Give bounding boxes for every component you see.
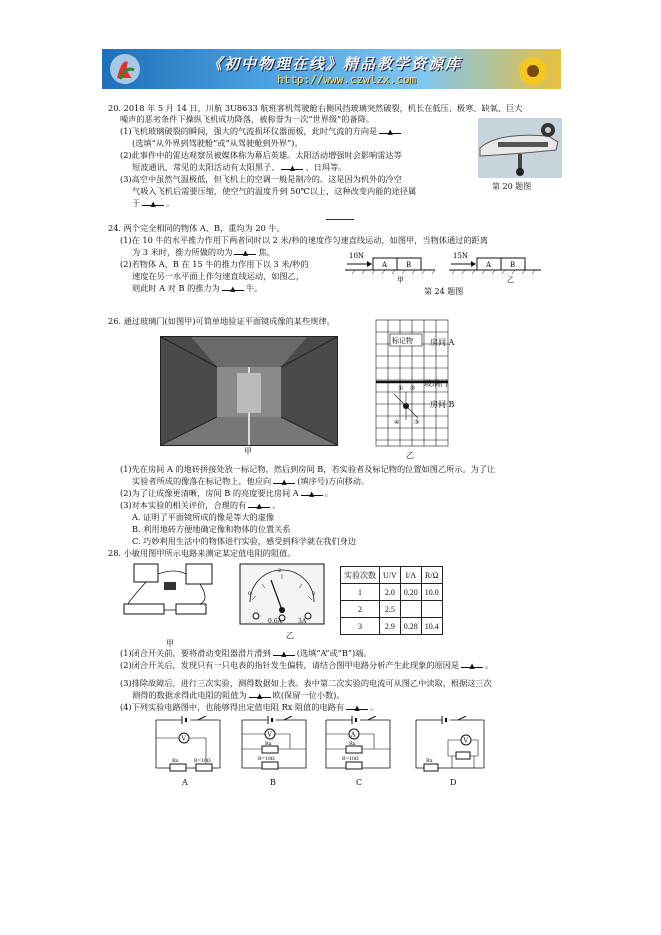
answer-blank[interactable]: ▲: [248, 500, 270, 508]
block-a-label: A: [486, 261, 492, 269]
q26-p3: (2)为了让成像更清晰，房间 B 的亮度要比房间 A ▲ 。: [120, 488, 333, 498]
q24-line3: 为 3 米时，推力所做的功为 ▲ 焦。: [132, 247, 275, 257]
data-table: [340, 566, 443, 635]
circuit-option-d: [412, 716, 488, 776]
option-b-label: B: [270, 778, 276, 787]
q24-line4: (2)若物体 A、B 在 15 牛的推力作用下以 3 米/秒的: [120, 259, 309, 269]
block-a-label: A: [382, 261, 388, 269]
room-a-label: 房间 A: [430, 338, 455, 347]
meter-range-3: 3A: [298, 618, 307, 625]
table-cell: [400, 601, 421, 618]
table-cell: 0.28: [400, 618, 421, 635]
table-cell: 1: [341, 584, 380, 601]
option-a-label: A: [182, 778, 188, 787]
voltmeter-device: [134, 564, 158, 582]
table-cell: 10.4: [421, 618, 442, 635]
q20-line7: (3)高空中虽然气温极低，但飞机上的空调一般是制冷的。这是因为机外的冷空: [120, 174, 402, 184]
ammeter-device: [186, 564, 212, 584]
glass-door-photo: [160, 336, 338, 446]
block-b-label: B: [510, 261, 516, 269]
rx-label: Rx: [172, 758, 179, 764]
answer-blank[interactable]: ▲: [222, 283, 244, 291]
rx-label: Rx: [349, 741, 356, 747]
answer-blank[interactable]: ▲: [301, 488, 323, 496]
answer-blank[interactable]: ▲: [142, 198, 164, 206]
q26-p2: 实验者所成的像落在标记物上，他应向 ▲ (填序号)方向移动。: [132, 476, 370, 486]
q28-p4: 测得的数据求得此电阻的阻值为 ▲ 欧(保留一位小数)。: [132, 690, 345, 700]
q20-line3: (1)飞机玻璃破裂的瞬间，强大的气流损坏仪器面板，此时气流的方向是 ▲: [120, 126, 403, 137]
table-header: U/V: [380, 567, 401, 584]
force-label-15n: 15N: [453, 252, 469, 260]
table-header: R/Ω: [421, 567, 442, 584]
table-cell: 3: [341, 618, 380, 635]
q20-line2: 噪声的恶劣条件下操纵飞机成功降落，被称誉为一次“世界级”的备降。: [120, 114, 374, 124]
direction-label-2: ②: [410, 385, 416, 392]
glass-door-label: 玻璃门: [424, 379, 448, 388]
q26-option-b: B. 利用地砖方便地确定像和物体的位置关系: [132, 524, 291, 534]
q24-line1: 24. 两个完全相同的物体 A、B，重均为 20 牛。: [108, 223, 285, 233]
svg-text:3: 3: [312, 591, 316, 597]
table-cell: 2.0: [380, 584, 401, 601]
answer-blank[interactable]: ▲: [273, 476, 295, 484]
marker-label: 标记物: [392, 337, 413, 345]
table-row: [341, 601, 443, 618]
svg-text:2: 2: [278, 568, 282, 574]
table-cell: 2.9: [380, 618, 401, 635]
room-b-label: 房间 B: [430, 400, 455, 409]
q26-option-c: C. 巧妙利用生活中的物体进行实验，感受到科学就在我们身边: [132, 536, 357, 546]
r0-label: R=10Ω: [258, 757, 275, 762]
answer-blank[interactable]: ▲: [346, 702, 368, 710]
header-banner: [102, 49, 561, 89]
q26-line1: 26. 通过玻璃门(如图甲)可简单地验证平面镜成像的某些规律。: [108, 316, 335, 326]
q26-p4: (3)对本实验的相关评价，合理的有 ▲ 。: [120, 500, 281, 510]
direction-label-1: ①: [398, 385, 404, 392]
table-header-row: [341, 567, 443, 584]
q24-line6: 则此时 A 对 B 的推力为 ▲ 牛。: [132, 283, 263, 293]
q24-line2: (1)在 10 牛的水平推力作用下两者同时以 2 米/秒的速度作匀速直线运动，如图甲，当物体通过的距离: [120, 235, 488, 245]
answer-blank[interactable]: ▲: [379, 126, 401, 134]
voltmeter-label: V: [463, 737, 468, 745]
block-b-label: B: [406, 261, 412, 269]
q28-p2: (2)闭合开关后，发现只有一只电表的指针发生偏转，请结合图甲电路分析产生此现象的原因是 ▲ 。: [120, 660, 494, 670]
table-cell: 2: [341, 601, 380, 618]
q28-line1: 28. 小敏用图甲所示电路来测定某定值电阻的阻值。: [108, 548, 296, 558]
rx-label: Rx: [265, 741, 272, 747]
fig-yi-label: 乙: [286, 631, 294, 640]
table-row: [341, 618, 443, 635]
fig-jia-label: 甲: [244, 447, 252, 456]
table-cell: 0.20: [400, 584, 421, 601]
q28-p1: (1)闭合开关前，要将滑动变阻器滑片滑到 ▲ (选填“A”或“B”)端。: [120, 648, 372, 658]
table-row: [341, 584, 443, 601]
q20-figure-caption: 第 20 题图: [492, 182, 532, 191]
fig-jia-label: 甲: [397, 276, 404, 284]
option-c-label: C: [356, 778, 363, 787]
voltmeter-label: V: [181, 735, 186, 743]
table-header: I/A: [400, 567, 421, 584]
q28-p5: (4)下列实验电路图中，也能够得出定值电阻 Rx 阻值的电路有 ▲ 。: [120, 702, 379, 712]
table-cell: [421, 601, 442, 618]
q20-line4: (选填“从外界到驾驶舱”或“从驾驶舱到外界”)。: [132, 138, 303, 148]
logo-icon: [108, 52, 142, 86]
meter-range-06: 0.6A: [268, 618, 282, 625]
answer-blank[interactable]: ▲: [461, 660, 483, 668]
banner-title: 《初中物理在线》精品教学资源库: [207, 55, 463, 73]
voltmeter-label: V: [267, 731, 272, 739]
force-label-10n: 10N: [349, 252, 365, 260]
q26-option-a: A. 证明了平面镜所成的像是等大的虚像: [132, 512, 275, 522]
option-d-label: D: [450, 778, 457, 787]
table-header: 实验次数: [341, 567, 380, 584]
circuit-option-c: [322, 716, 394, 776]
ammeter-dial: [238, 562, 326, 626]
r0-label: R=10Ω: [194, 759, 211, 764]
table-cell: 10.0: [421, 584, 442, 601]
divider: [326, 219, 354, 220]
airplane-photo: [478, 118, 562, 178]
q20-line9: 于 ▲ 。: [132, 198, 175, 208]
answer-blank[interactable]: ▲: [249, 690, 271, 698]
circuit-photo-jia: [120, 560, 220, 636]
banner-url: http://www.czwlzx.com: [277, 73, 417, 86]
q20-line8: 气吸入飞机后需要压缩，使空气的温度升到 50℃以上，这种改变内能的途径属: [132, 186, 417, 196]
q24-figure-caption: 第 24 题图: [424, 287, 464, 296]
fig-yi-label: 乙: [507, 276, 514, 284]
q28-p3: (3)排除故障后，进行三次实验，测得数据如上表。表中第二次实验的电流可从图乙中读取，根据这三次: [120, 678, 492, 688]
answer-blank[interactable]: ▲: [281, 162, 303, 170]
direction-label-4: ④: [394, 419, 400, 426]
ammeter-label: A: [351, 731, 356, 739]
answer-blank[interactable]: ▲: [234, 247, 256, 255]
circuit-option-b: [238, 716, 310, 776]
fig-yi-label: 乙: [406, 451, 414, 460]
direction-label-3: ③: [414, 419, 420, 426]
q20-line6: 短波通讯，常见的太阳活动有太阳黑子、 ▲ 、日珥等。: [132, 162, 347, 172]
svg-text:0: 0: [248, 591, 252, 597]
table-cell: 2.5: [380, 601, 401, 618]
q20-line5: (2)此事件中的雷达观察员被媒体称为幕后英雄。太阳活动增强时会影响雷达等: [120, 150, 402, 160]
q26-p1: (1)先在房间 A 的地砖拼接处放一标记物，然后到房间 B，若实验者及标记物的位置如图乙所示。为了让: [120, 464, 496, 474]
circuit-option-a: [152, 716, 224, 776]
sunflower-icon: [499, 49, 559, 89]
q20-line1: 20. 2018 年 5 月 14 日，川航 3U8633 航班客机驾驶舱右侧风挡玻璃突然破裂，机长在低压、极寒、缺氧、巨大: [108, 103, 523, 113]
answer-blank[interactable]: ▲: [273, 648, 295, 656]
r0-label: R=10Ω: [342, 757, 359, 762]
fig-jia-label: 甲: [166, 639, 174, 648]
q24-line5: 速度在另一水平面上作匀速直线运动，如图乙，: [132, 271, 304, 281]
rx-label: Rx: [426, 758, 433, 764]
